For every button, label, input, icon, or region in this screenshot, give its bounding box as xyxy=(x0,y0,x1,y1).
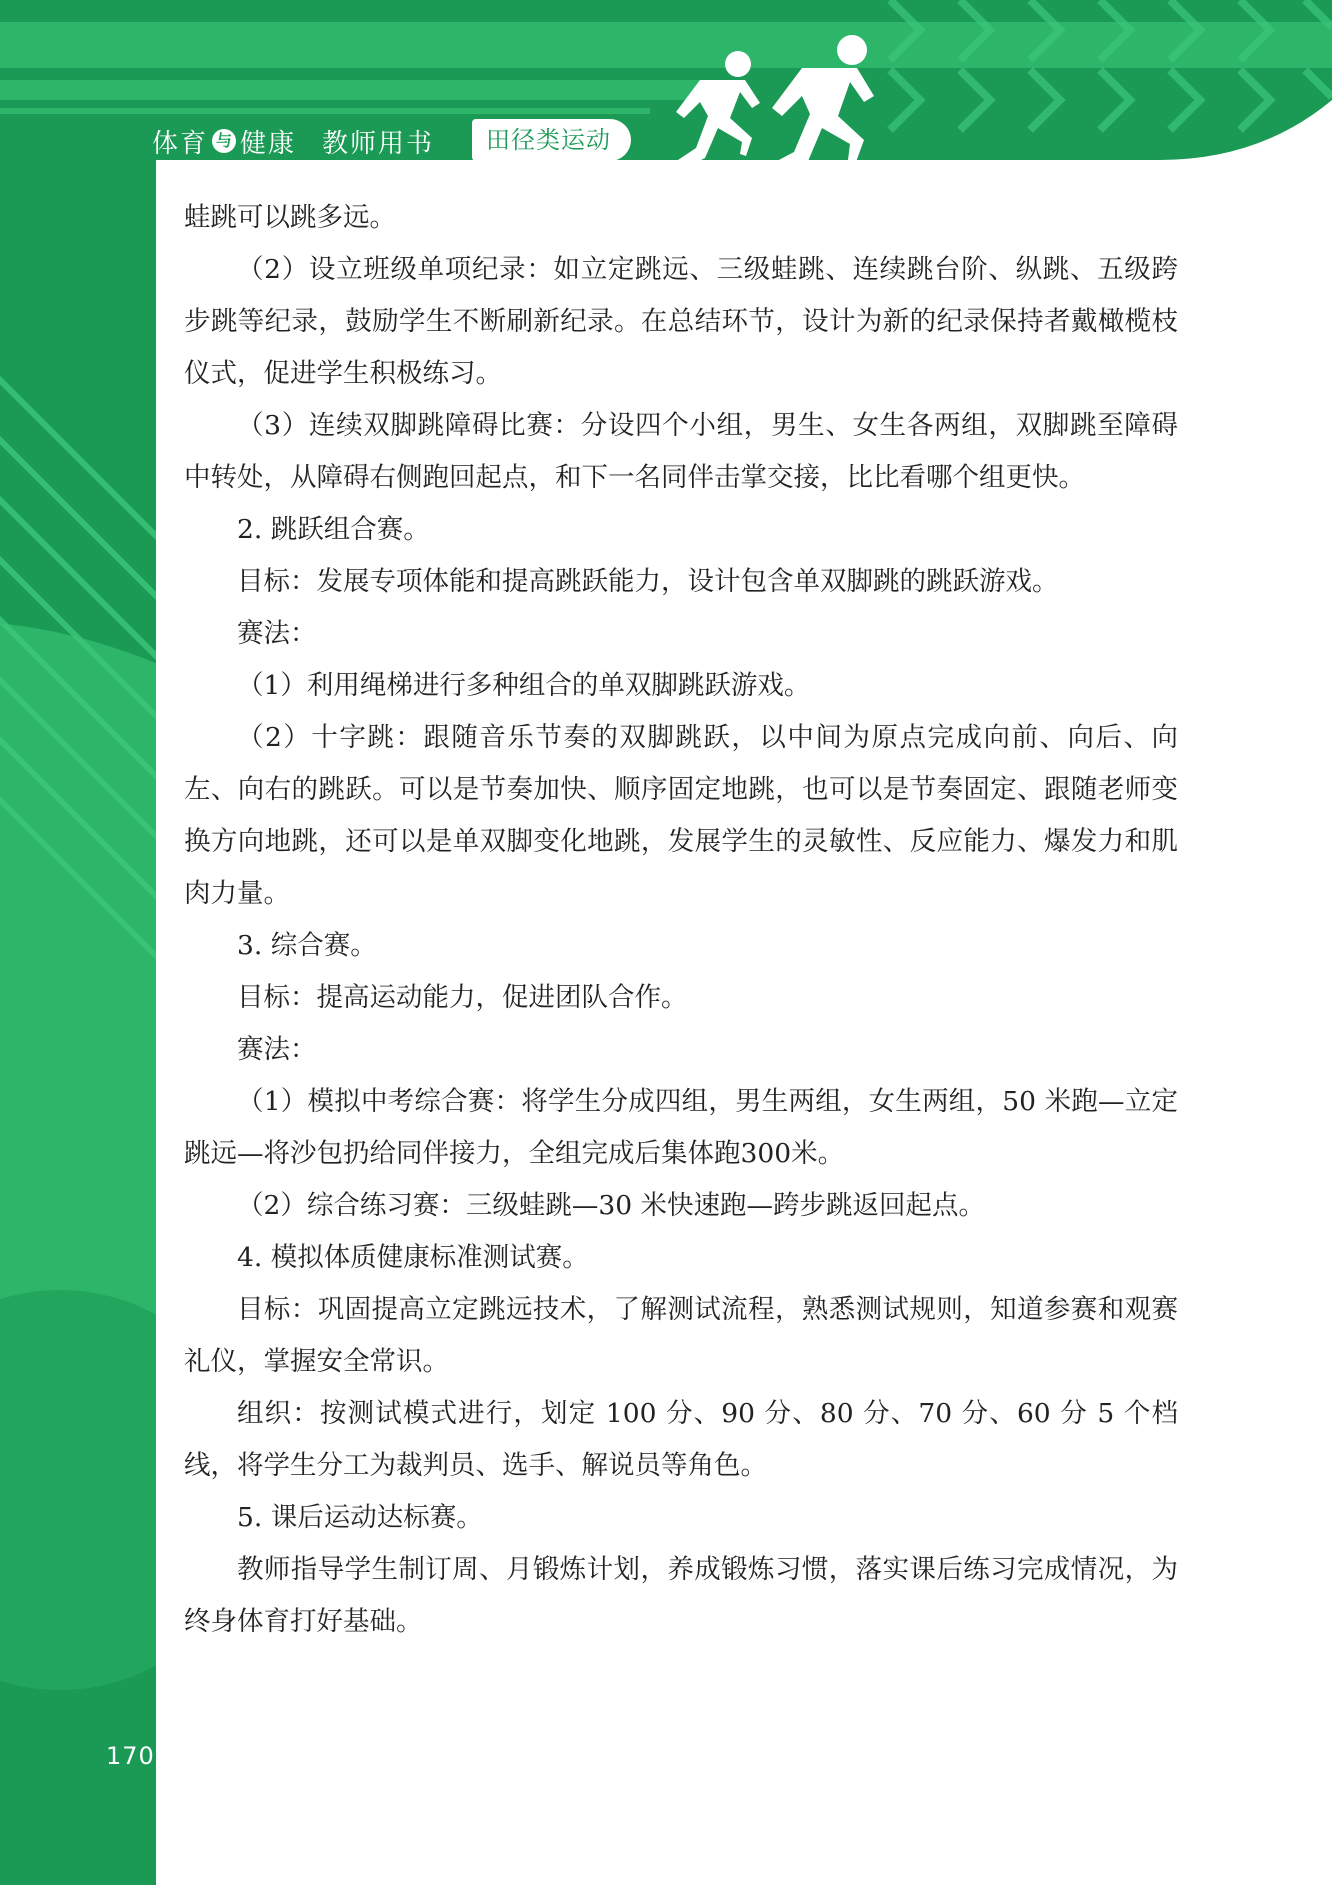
paragraph: 目标：巩固提高立定跳远技术，了解测试流程，熟悉测试规则，知道参赛和观赛礼仪，掌握安全常识。 xyxy=(184,1294,1178,1377)
section-tag: 田径类运动 xyxy=(472,119,631,161)
book-title xyxy=(152,122,434,160)
paragraph: （1）利用绳梯进行多种组合的单双脚跳跃游戏。 xyxy=(237,670,811,701)
paragraph: 赛法： xyxy=(237,1034,317,1065)
paragraph: 目标：发展专项体能和提高跳跃能力，设计包含单双脚跳的跳跃游戏。 xyxy=(237,566,1059,597)
book-title-part1: 体育 xyxy=(152,128,209,159)
paragraph: 目标：提高运动能力，促进团队合作。 xyxy=(237,982,688,1013)
paragraph: 蛙跳可以跳多远。 xyxy=(184,202,396,233)
paragraph: 教师指导学生制订周、月锻炼计划，养成锻炼习惯，落实课后练习完成情况，为终身体育打好基础。 xyxy=(184,1554,1178,1637)
page-number: 170 xyxy=(106,1742,155,1770)
heading-5: 5. 课后运动达标赛。 xyxy=(237,1502,483,1533)
paragraph: （1）模拟中考综合赛：将学生分成四组，男生两组，女生两组，50 米跑—立定跳远—将沙包扔给同伴接力，全组完成后集体跑300米。 xyxy=(184,1086,1178,1169)
book-title-separator: 与 xyxy=(212,129,236,153)
paragraph: （3）连续双脚跳障碍比赛：分设四个小组，男生、女生各两组，双脚跳至障碍中转处，从障碍右侧跑回起点，和下一名同伴击掌交接，比比看哪个组更快。 xyxy=(184,410,1178,493)
paragraph: 赛法： xyxy=(237,618,317,649)
heading-4: 4. 模拟体质健康标准测试赛。 xyxy=(237,1242,589,1273)
paragraph: （2）综合练习赛：三级蛙跳—30 米快速跑—跨步跳返回起点。 xyxy=(237,1190,986,1221)
paragraph: 组织：按测试模式进行，划定 100 分、90 分、80 分、70 分、60 分 5 个档线，将学生分工为裁判员、选手、解说员等角色。 xyxy=(184,1398,1178,1481)
body-text xyxy=(184,192,1178,1648)
book-title-part2: 健康 xyxy=(240,128,297,159)
paragraph: （2）设立班级单项纪录：如立定跳远、三级蛙跳、连续跳台阶、纵跳、五级跨步跳等纪录，鼓励学生不断刷新纪录。在总结环节，设计为新的纪录保持者戴橄榄枝仪式，促进学生积极练习。 xyxy=(184,254,1178,389)
paragraph: （2）十字跳：跟随音乐节奏的双脚跳跃，以中间为原点完成向前、向后、向左、向右的跳跃。可以是节奏加快、顺序固定地跳，也可以是节奏固定、跟随老师变换方向地跳，还可以是单双脚变化地跳，发展学生的灵敏性、反应能力、爆发力和肌肉力量。 xyxy=(184,722,1178,909)
book-subtitle: 教师用书 xyxy=(322,128,435,159)
heading-3: 3. 综合赛。 xyxy=(237,930,377,961)
heading-2: 2. 跳跃组合赛。 xyxy=(237,514,430,545)
